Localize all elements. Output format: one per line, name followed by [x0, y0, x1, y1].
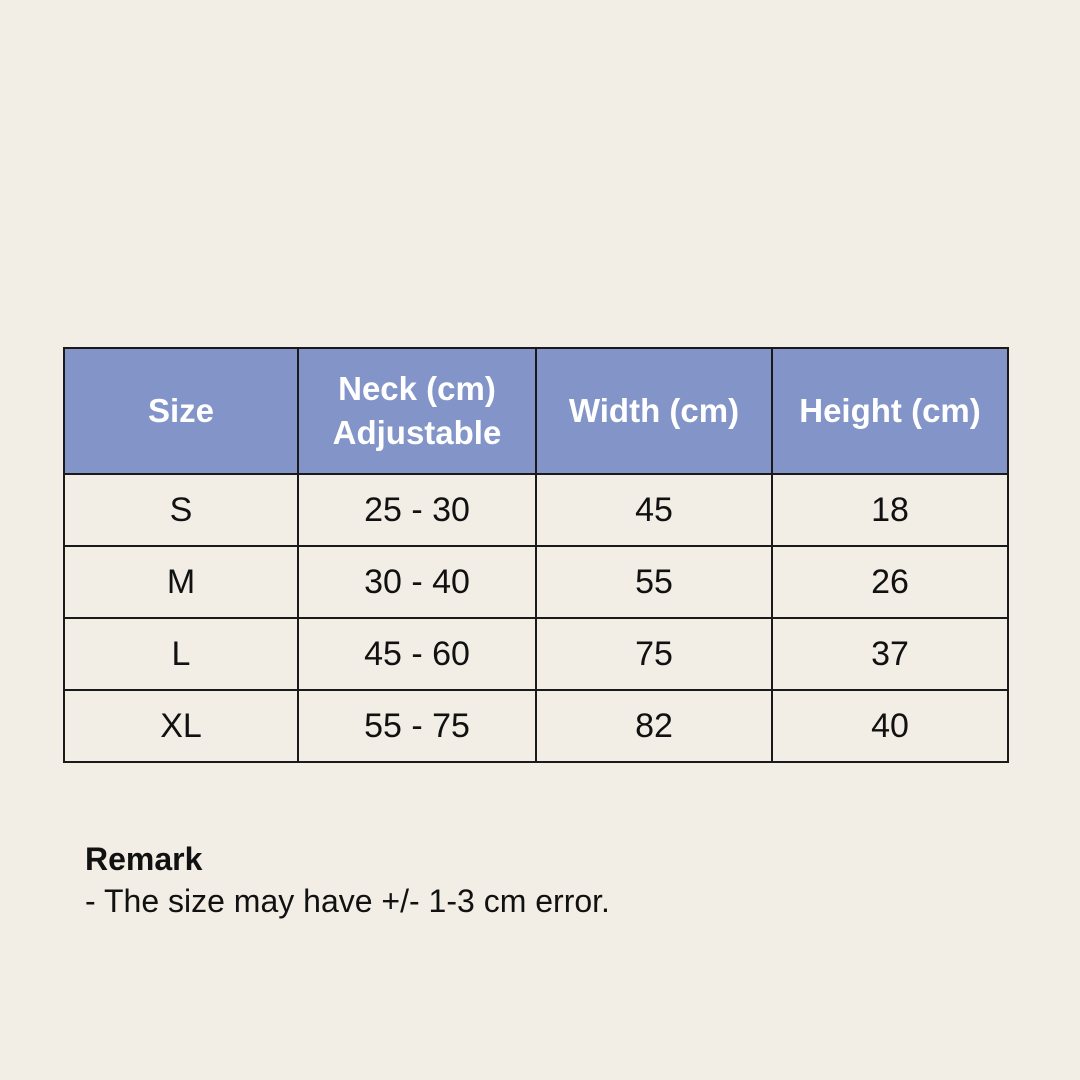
- remark-title: Remark: [85, 841, 203, 877]
- cell-height: 18: [772, 474, 1008, 546]
- remark-section: [85, 838, 985, 922]
- header-width-label: Width (cm): [568, 392, 740, 429]
- size-chart-table: [63, 347, 1009, 763]
- cell-size: L: [64, 618, 298, 690]
- remark-text: - The size may have +/- 1-3 cm error.: [85, 883, 610, 919]
- cell-neck: 45 - 60: [298, 618, 536, 690]
- cell-size: XL: [64, 690, 298, 762]
- table-row: [64, 618, 1008, 690]
- header-neck-label: Neck (cm): [338, 370, 496, 407]
- header-width: [536, 348, 772, 474]
- cell-width: 82: [536, 690, 772, 762]
- header-height: [772, 348, 1008, 474]
- cell-width: 55: [536, 546, 772, 618]
- cell-height: 37: [772, 618, 1008, 690]
- header-size-label: Size: [147, 392, 215, 429]
- cell-size: M: [64, 546, 298, 618]
- cell-neck: 55 - 75: [298, 690, 536, 762]
- cell-neck: 30 - 40: [298, 546, 536, 618]
- table-row: [64, 546, 1008, 618]
- table-row: [64, 474, 1008, 546]
- cell-width: 75: [536, 618, 772, 690]
- cell-size: S: [64, 474, 298, 546]
- header-neck-sublabel: Adjustable: [332, 414, 502, 451]
- cell-neck: 25 - 30: [298, 474, 536, 546]
- cell-height: 40: [772, 690, 1008, 762]
- header-size: [64, 348, 298, 474]
- cell-height: 26: [772, 546, 1008, 618]
- header-height-label: Height (cm): [799, 392, 981, 429]
- cell-width: 45: [536, 474, 772, 546]
- header-neck: [298, 348, 536, 474]
- table-header-row: [64, 348, 1008, 474]
- table-row: [64, 690, 1008, 762]
